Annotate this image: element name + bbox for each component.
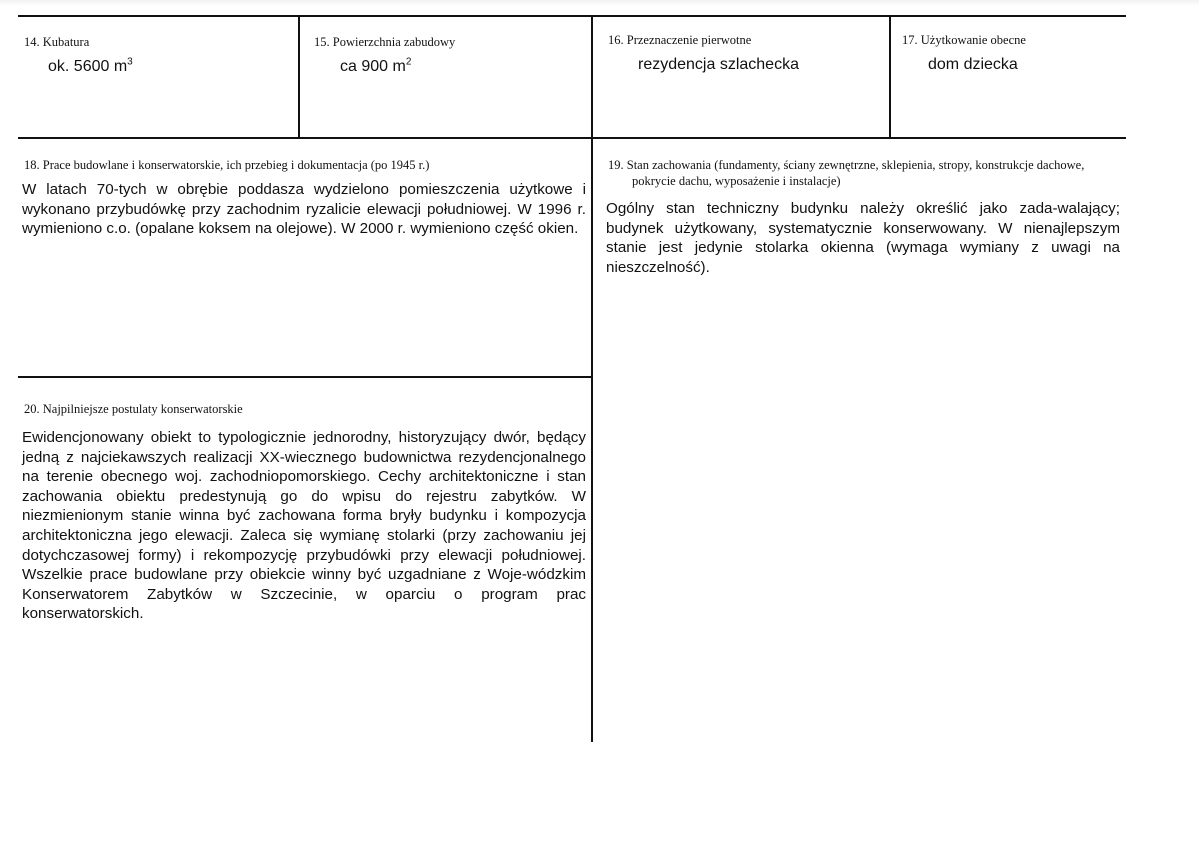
divider-main xyxy=(591,15,593,742)
field-17-uzytkowanie xyxy=(902,32,1122,74)
field-15-value-sup: 2 xyxy=(405,56,412,68)
row1-bottom-rule xyxy=(18,137,1126,139)
field-19-text: Ogólny stan techniczny budynku należy określić jako zada-walający; budynek użytkowany, systematycznie konserwowany. W nienajlepszym stanie jest jedynie stolarka okienna (wymaga wymiany z uwagi na nieszczelność). xyxy=(606,200,1120,276)
divider-16-17 xyxy=(889,15,891,139)
field-14-value-sup: 3 xyxy=(127,56,133,68)
field-16-label: 16. Przeznaczenie pierwotne xyxy=(608,33,752,47)
field-18-label: 18. Prace budowlane i konserwatorskie, ich przebieg i dokumentacja (po 1945 r.) xyxy=(24,158,430,172)
field-17-value: dom dziecka xyxy=(928,56,1018,73)
field-15-label: 15. Powierzchnia zabudowy xyxy=(314,35,456,49)
field-16-przeznaczenie xyxy=(608,32,884,74)
field-15-powierzchnia xyxy=(314,34,584,76)
field-19-label: 19. Stan zachowania (fundamenty, ściany zewnętrzne, sklepienia, stropy, konstrukcje dachowe, pokrycie dachu, wyposażenie i instalacje) xyxy=(608,158,1085,188)
field-18-text: W latach 70-tych w obrębie poddasza wydzielono pomieszczenia użytkowe i wykonano przybudówkę przy zachodnim ryzalicie elewacji południowej. W 1996 r. wymieniono c.o. (opalane koksem na olejowe). W 2000 r. wymieniono część okien. xyxy=(22,181,586,238)
field-15-value-text: ca 900 m xyxy=(340,58,406,75)
scan-edge xyxy=(0,0,1199,6)
field-14-value xyxy=(48,58,292,76)
field-19-stan-zachowania xyxy=(608,157,1120,277)
field-18-prace-budowlane xyxy=(24,157,586,239)
field-20-label: 20. Najpilniejsze postulaty konserwatorskie xyxy=(24,402,243,416)
field-14-kubatura xyxy=(24,34,292,76)
field-17-label: 17. Użytkowanie obecne xyxy=(902,33,1026,47)
field-14-label: 14. Kubatura xyxy=(24,35,90,49)
field-15-value xyxy=(340,58,584,76)
field-20-postulaty xyxy=(24,401,586,624)
field-20-text: Ewidencjonowany obiekt to typologicznie jednorodny, historyzujący dwór, będący jedną z najciekawszych realizacji XX-wiecznego budownictwa rezydencjonalnego na terenie obecnego woj. zachodniopomorskiego. Cechy architektoniczne i stan zachowania obiektu predestynują go do wpisu do rejestru zabytków. W niezmienionym stanie winna być zachowana forma bryły budynku i kompozycja architektoniczna jego elewacji. Zaleca się wymianę stolarki (przy zachowaniu jej dotychczasowej formy) i rekompozycję przybudówki przy elewacji południowej. Wszelkie prace budowlane przy obiekcie winny być uzgadniane z Woje-wódzkim Konserwatorem Zabytków w Szczecinie, w oparciu o program prac konserwatorskich. xyxy=(22,429,586,623)
divider-14-15 xyxy=(298,15,300,139)
field-14-value-text: ok. 5600 m xyxy=(48,58,128,75)
field-16-value: rezydencja szlachecka xyxy=(638,56,799,73)
row2-left-bottom-rule xyxy=(18,376,593,378)
top-rule xyxy=(18,15,1126,17)
